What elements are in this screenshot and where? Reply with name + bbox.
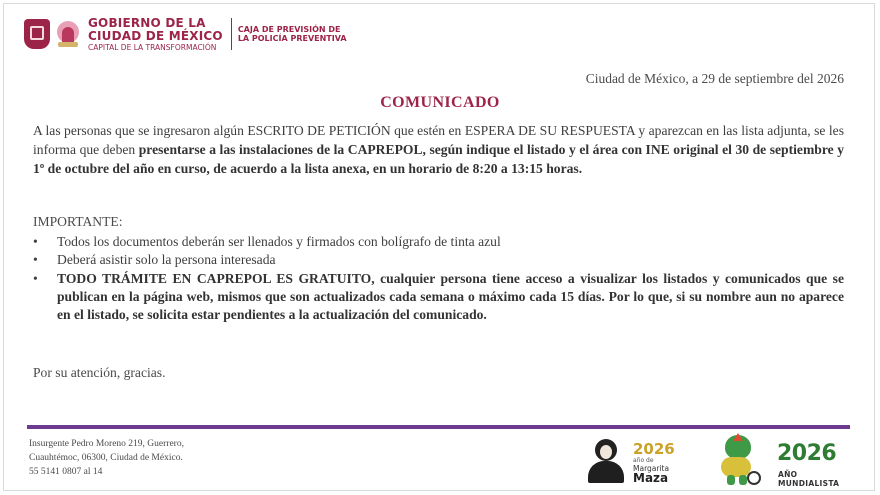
world-cup-logo [713,433,848,487]
list-item-text: Todos los documentos deberán ser llenados y firmados con bolígrafo de tinta azul [57,234,501,249]
address-line: Cuauhtémoc, 06300, Ciudad de México. [29,453,183,463]
paragraph-segment: y aparezcan en las lista adjunta, se les informa que deben [33,123,844,157]
maza-line-3: Maza [633,471,669,485]
margarita-maza-portrait-icon [585,439,627,483]
list-item [33,233,844,251]
paragraph-segment: presentarse a las instalaciones de la CAPREPOL, según indique el listado y el área con INE original el 30 de septiembre y 1º de octubre del año en curso, de acuerdo a la lista anexa, en un horario de 8:20 a 13:15 horas. [33,142,844,176]
important-list [33,233,844,324]
maza-year: 2026 [633,440,675,458]
address-line: 55 5141 0807 al 14 [29,467,103,477]
list-item [33,251,844,269]
list-item [33,270,844,325]
government-name [88,17,223,52]
gov-line-1: GOBIERNO DE LA [88,15,206,30]
org-line-2: LA POLICÍA PREVENTIVA [237,34,347,43]
paragraph-segment: A las personas que se ingresaron algún [33,123,248,138]
document-date: Ciudad de México, a 29 de septiembre del 2026 [585,71,844,86]
address-line: Insurgente Pedro Moreno 219, Guerrero, [29,439,184,449]
header-divider [231,18,232,50]
gov-tagline: CAPITAL DE LA TRANSFORMACIÓN [88,42,217,52]
cdmx-crest-icon [24,19,50,49]
list-item-text: TODO TRÁMITE EN CAPREPOL ES GRATUITO [57,270,372,286]
paragraph-segment: ESCRITO DE PETICIÓN [247,123,391,138]
mundial-year: 2026 [777,441,837,466]
maza-line-2: Margarita [633,464,670,473]
paragraph-segment: que estén en [390,123,465,138]
cdmx-emblem-icon [54,19,82,49]
margarita-maza-logo [585,437,680,485]
footer-rule [27,425,850,429]
closing-text: Por su atención, gracias. [33,365,166,380]
important-label: IMPORTANTE: [33,214,123,229]
paragraph-segment: ESPERA DE SU RESPUESTA [464,123,635,138]
maza-line-1: año de [633,457,654,464]
list-item-text: Deberá asistir solo la persona interesada [57,252,276,268]
gov-line-2: CIUDAD DE MÉXICO [88,28,223,43]
list-item-text: , cualquier persona tiene acceso a visualizar los listados y comunicados que se publican en la página web, mismos que son actualizados cada semana o máximo cada 15 días. Por lo que, si su nombre aun no aparece en el listado, se solicita estar pendientes a la actualización del comunicado. [57,270,844,323]
header [24,14,347,54]
world-cup-mascot-icon [713,433,771,487]
footer-address [29,437,184,479]
document-title: COMUNICADO [380,94,500,111]
main-paragraph [33,121,844,178]
organization-name [238,25,347,43]
mundial-label: AÑO MUNDIALISTA [778,470,840,488]
org-line-1: CAJA DE PREVISIÓN DE [237,24,341,34]
